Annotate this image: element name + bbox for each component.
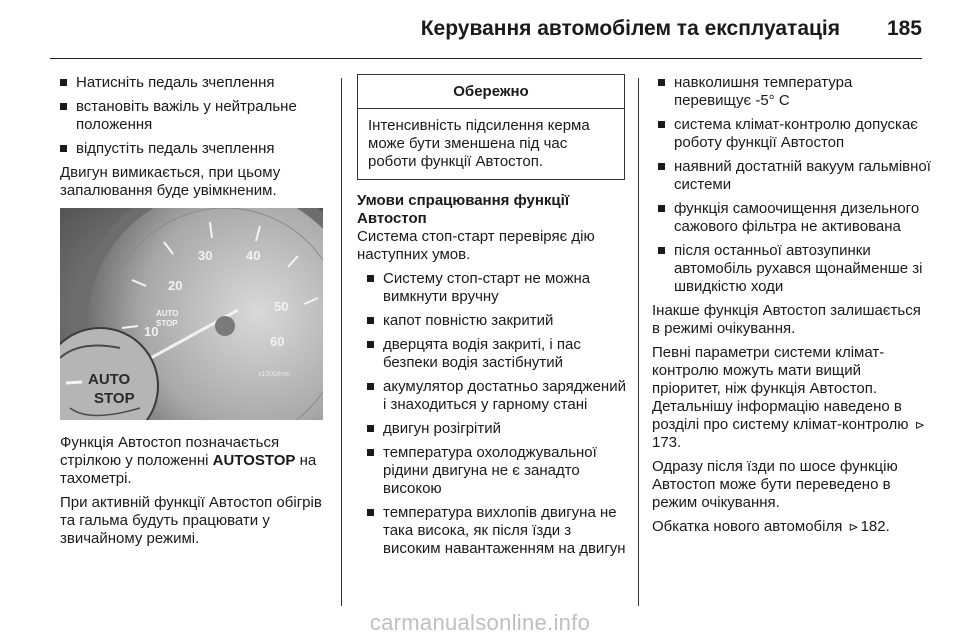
dial-label: 30 <box>198 248 213 263</box>
paragraph: Обкатка нового автомобіля ⊳ 182. <box>652 518 890 535</box>
list-item: наявний достатній вакуум гальмівної системи <box>658 158 932 194</box>
paragraph: Інакше функція Автостоп залишається в режимі очікування. <box>652 302 921 337</box>
column-3 <box>652 74 932 542</box>
list-item: акумулятор достатньо заряджений і знаходиться у гарному стані <box>367 378 627 414</box>
cross-reference-link[interactable]: 173. <box>652 434 682 451</box>
figure-caption: Функція Автостоп позначається стрілкою у положенні AUTOSTOP на тахометрі. <box>60 434 317 487</box>
paragraph: Двигун вимикається, при цьому запалювання буде увімкненим. <box>60 164 281 199</box>
column-1 <box>60 74 326 554</box>
paragraph: Одразу після їзди по шосе функцію Автостоп може бути переведено в режим очікування. <box>652 458 898 511</box>
page-title: Керування автомобілем та експлуатація <box>420 17 840 40</box>
bullet-icon <box>367 509 374 516</box>
bullet-icon <box>658 247 665 254</box>
autostop-zoom-label-stop: STOP <box>94 390 135 407</box>
bullet-icon <box>367 317 374 324</box>
bullet-icon <box>60 79 67 86</box>
list-item: Систему стоп-старт не можна вимкнути вручну <box>367 270 627 306</box>
tachometer-illustration <box>60 208 323 420</box>
list-item: температура охолоджувальної рідини двигуна не є занадто високою <box>367 444 627 498</box>
dial-label: 50 <box>274 299 289 314</box>
cross-reference-icon: ⊳ <box>848 520 859 534</box>
list-item: двигун розігрітий <box>367 420 627 438</box>
rpm-unit-label: x1000/min <box>258 371 291 378</box>
list-item: дверцята водія закриті, і пас безпеки водія застібнутий <box>367 336 627 372</box>
caution-title: Обережно <box>358 75 624 109</box>
column-2 <box>357 74 627 564</box>
section-heading: Умови спрацювання функції Автостоп <box>357 192 570 227</box>
dial-label: 20 <box>168 278 183 293</box>
paragraph: Система стоп-старт перевіряє дію наступних умов. <box>357 228 595 263</box>
tachometer-photo <box>60 208 323 420</box>
bullet-icon <box>658 121 665 128</box>
bullet-icon <box>658 205 665 212</box>
bullet-icon <box>367 341 374 348</box>
bullet-icon <box>658 79 665 86</box>
paragraph: При активній функції Автостоп обігрів та гальма будуть працювати у звичайному режимі. <box>60 494 322 547</box>
list-item: капот повністю закритий <box>367 312 627 330</box>
page-header <box>0 0 960 58</box>
bullet-icon <box>658 163 665 170</box>
list-item: система клімат-контролю допускає роботу функції Автостоп <box>658 116 932 152</box>
bullet-icon <box>60 145 67 152</box>
autostop-zoom-label-auto: AUTO <box>88 371 131 388</box>
caution-box <box>357 74 625 180</box>
autostop-dial-label-stop: STOP <box>156 319 178 328</box>
list-item: навколишня температура перевищує -5° C <box>658 74 932 110</box>
list-item: функція самоочищення дизельного сажового фільтра не активована <box>658 200 932 236</box>
bullet-icon <box>367 449 374 456</box>
cross-reference-link[interactable]: 182. <box>860 518 890 535</box>
column-divider-1 <box>341 78 342 606</box>
page-number: 185 <box>886 17 922 40</box>
bullet-icon <box>367 383 374 390</box>
dial-label: 40 <box>246 248 261 263</box>
list-item: Натисніть педаль зчеплення <box>60 74 326 92</box>
list-item: температура вихлопів двигуна не така висока, як після їзди з високим навантаженням на двигун <box>367 504 627 558</box>
dial-label: 60 <box>270 334 285 349</box>
bullet-icon <box>367 275 374 282</box>
bullet-icon <box>60 103 67 110</box>
list-item: відпустіть педаль зчеплення <box>60 140 326 158</box>
list-item: встановіть важіль у нейтральне положення <box>60 98 326 134</box>
cross-reference-icon: ⊳ <box>914 418 925 432</box>
list-item: після останньої автозупинки автомобіль рухався щонайменше зі швидкістю ходи <box>658 242 932 296</box>
autostop-dial-label-auto: AUTO <box>156 309 179 318</box>
paragraph: Певні параметри системи клімат-контролю можуть мати вищий пріоритет, ніж функція Автостоп. Детальнішу інформацію наведено в розділі про систему клімат-контролю ⊳173. <box>652 344 925 451</box>
caution-text: Інтенсивність підсилення керма може бути зменшена під час роботи функції Автостоп. <box>368 117 590 170</box>
column-divider-2 <box>638 78 639 606</box>
watermark: carmanualsonline.info <box>369 610 591 635</box>
header-rule <box>50 58 922 59</box>
bullet-icon <box>367 425 374 432</box>
dial-label: 10 <box>144 324 159 339</box>
